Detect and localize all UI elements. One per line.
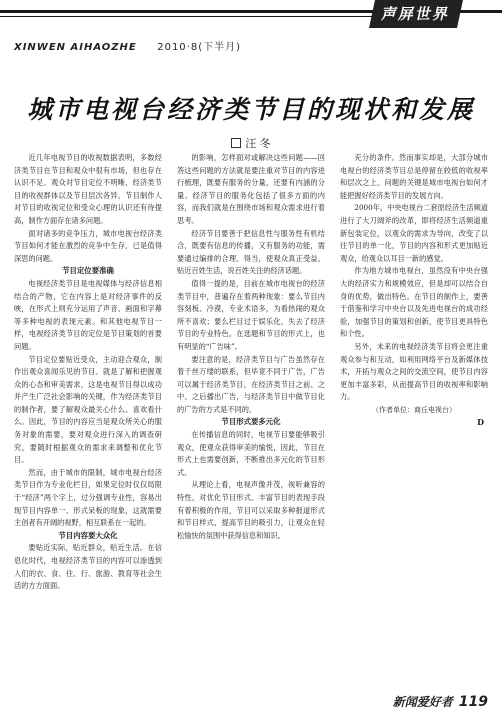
column-1: [14, 152, 162, 593]
paragraph: 作为地方城市电视台，虽然没有中央台强大的经济实力和规模效应，但是却可以结合自身的优势，做出特色。在节目的制作上，要善于借鉴和学习中央台以及先进电视台的成功经验，加强节目的策划和创新，使节目更具特色和个性。: [340, 266, 488, 339]
header-thin-stripe: [0, 16, 380, 17]
paragraph: 在传播信息的同时，电视节目要能够吸引观众，使观众获得审美的愉悦，因此，节目在形式上也需要创新，不断推出多元化的节目形式。: [177, 430, 325, 477]
column-name: 声屏世界: [369, 0, 463, 28]
paragraph: 然而，由于城市的限制，城市电视台经济类节目作为专业化栏目，如果定位时仅仅局限于“经济”两个字上，过分强调专业性，容易出现节目内容单一、形式呆板的现象，这就需要主创者有开阔的视野，相互联系在一起的。: [14, 467, 162, 528]
author-line: [0, 135, 502, 151]
page-number: 119: [458, 694, 488, 710]
paragraph: 要注意的是，经济类节目与广告虽然存在着千丝万缕的联系，但毕竟不同于广告，广告可以属于经济类节目，在经济类节目之前、之中、之后播出广告，与经济类节目中做节目化的广告的方式是不同的。: [177, 354, 325, 414]
paragraph: 面对诸多的竞争压力，城市电视台经济类节目如何才能在激烈的竞争中生存，已是值得深思的问题。: [14, 228, 162, 263]
paragraph: 从理论上看，电视声像并茂，视听兼容的特性，对优化节目形式、丰富节目的表现手段有着积极的作用，节目可以采取多种报道形式和节目样式，提高节目的吸引力，让观众在轻松愉快的氛围中获得信息和知识。: [177, 480, 325, 540]
end-mark: D: [477, 417, 484, 428]
paragraph: 2000年，中央电视台二套原经济生活频道进行了大刀阔斧的改革，即将经济生活频道重新包装定位，以观众的需求为导向，改变了以往节目的单一化，节目的内容和形式更加贴近观众，给观众以耳目一新的感觉。: [340, 203, 488, 263]
section-heading: 节目形式要多元化: [221, 417, 281, 427]
section-heading: 节目内容要大众化: [58, 530, 118, 540]
section-heading: 节目定位要准确: [62, 266, 114, 276]
author-name: 汪 冬: [245, 137, 271, 150]
paragraph: 近几年电视节目的收视数据表明，多数经济类节目在节目和观众中很有市场，但也存在认识不足、观众对节目定位不明晰、经济类节目的收视群体以及节目层次各异、节目制作人对节目的收视定位和受众心理的认识还有待提高，制作方面存在诸多问题。: [14, 153, 162, 225]
paragraph: 要贴近实际，贴近群众，贴近生活。在信息化时代，电视经济类节目的内容可以渗透到人们的衣、食、住、行、旅游、教育等社会生活的方方面面。: [14, 543, 162, 591]
column-3: [340, 152, 488, 429]
paragraph: 充分的条件。然而事实却是，大部分城市电视台的经济类节目总是停留在较低的收视率和层次之上。问题的关键是城市电视台如何才能把握好经济类节目的发展方向。: [340, 153, 488, 200]
paragraph: 节目定位要贴近受众，主动迎合观众，制作出观众喜闻乐见的节目。就是了解和把握观众的心态和审美需求，这是电视节目得以成功并产生广泛社会影响的关键，作为经济类节目的制作者，要了解观众最关心什么、喜欢看什么。因此，节目的内容应当是观众所关心的服务对象的需要，要对观众进行深入的调查研究，要随时根据观众的需求来调整和优化节目。: [14, 354, 162, 465]
header-band: [0, 0, 502, 32]
page-footer: [300, 693, 488, 710]
column-2: [177, 152, 325, 542]
issue-number: 2010·8(下半月): [157, 42, 242, 53]
issue-line: [14, 38, 241, 53]
paragraph: 的影响，怎样面对或解决这些问题——回答这些问题的方法就是要注重对节目的内容进行梳理，既要有服务的分量，还要有内涵的分量。经济节目的服务化包括了很多方面的内容，而我们就是在围绕市场和观众需求进行着思考。: [177, 153, 325, 225]
paragraph: 值得一提的是，目前在城市电视台的经济类节目中，普遍存在着两种现象：要么节目内容刻板、冷漠，专业术语多，为看热闹的观众所不喜欢；要么栏目过于娱乐化，失去了经济节目的专业特色。在选题和节目的形式上，也有明显的“广告味”。: [177, 278, 325, 351]
paragraph: 经济节目要善于把信息性与服务性有机结合，既要有信息的传播，又有服务的功能，需要通过编排的合理、得当，使观众真正受益。贴近百姓生活，说百姓关注的经济话题。: [177, 228, 325, 276]
article-title: 城市电视台经济类节目的现状和发展: [26, 95, 475, 124]
author-box-icon: [231, 138, 241, 148]
author-affiliation: （作者单位：商丘电视台）: [372, 405, 456, 414]
paragraph: 另外，未来的电视经济类节目将会更注重观众参与和互动，如利用网络平台及新媒体技术，开拓与观众之间的交流空间，使节目内容更加丰富多彩，从而提高节目的收视率和影响力。: [340, 341, 488, 402]
footer-magazine-name: 新闻爱好者: [392, 695, 453, 709]
paragraph: 电视经济类节目是电视媒体与经济信息相结合的产物，它在内容上是对经济事件的反映，在形式上则充分运用了声音、画面和字幕等多种电视的表现元素。和其他电视节目一样，电视经济类节目的定位是节目策划的首要问题。: [14, 278, 162, 351]
magazine-name: XINWEN AIHAOZHE: [14, 42, 137, 53]
